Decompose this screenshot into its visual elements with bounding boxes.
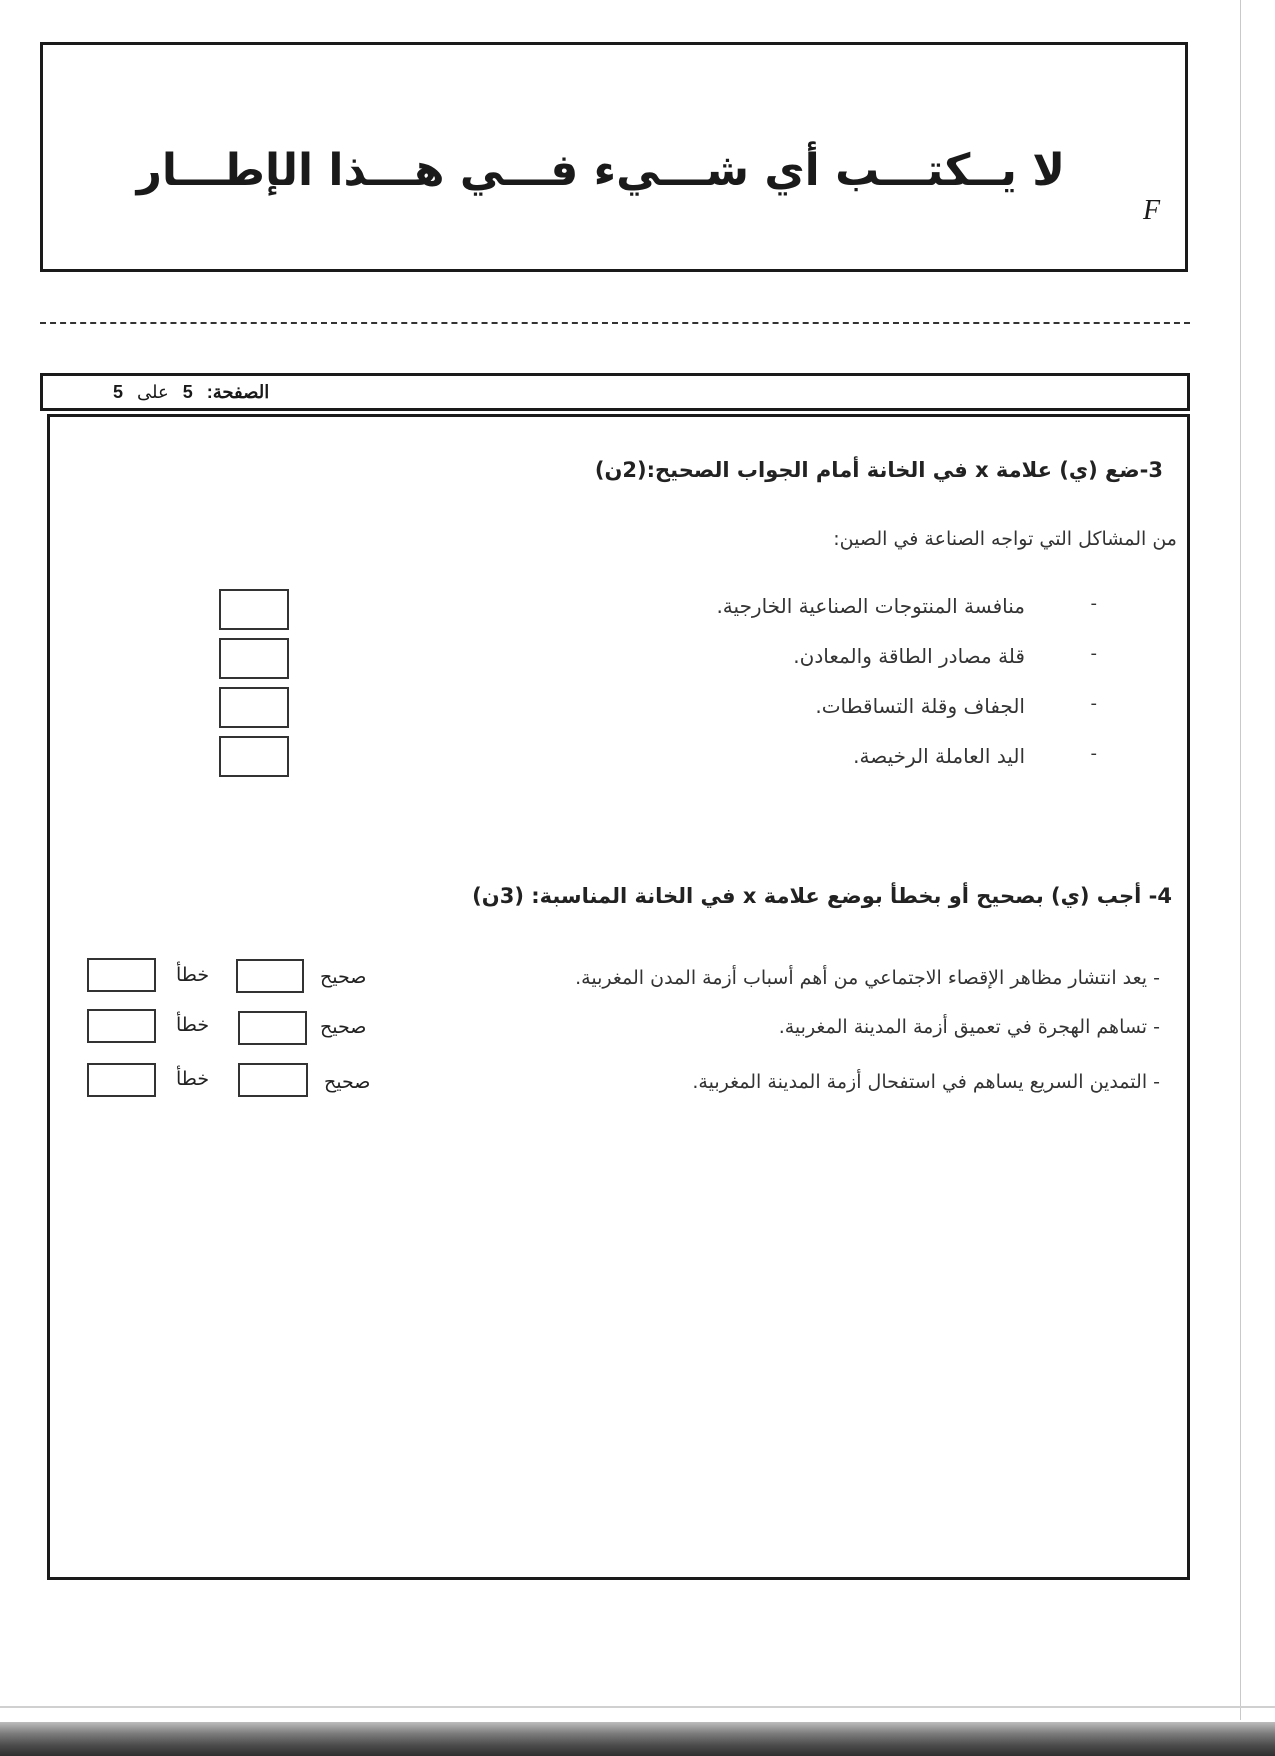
corner-mark: F (1143, 195, 1161, 226)
option-dash: - (1090, 743, 1097, 764)
page-number-strip (40, 373, 1190, 411)
page-edge (1240, 0, 1241, 1720)
page-of-word: على (137, 382, 169, 402)
question3-option-1: منافسة المنتوجات الصناعية الخارجية. (716, 594, 1025, 618)
option-dash: - (1090, 643, 1097, 664)
question3-option-2: قلة مصادر الطاقة والمعادن. (793, 644, 1025, 668)
question4-false-checkbox-1[interactable] (87, 958, 156, 992)
question4-true-checkbox-2[interactable] (238, 1011, 307, 1045)
true-label: صحيح (324, 1071, 371, 1093)
true-label: صحيح (320, 966, 367, 988)
question3-checkbox-2[interactable] (219, 638, 289, 679)
question4-statement-2: - تساهم الهجرة في تعميق أزمة المدينة المغربية. (778, 1016, 1160, 1038)
question3-checkbox-4[interactable] (219, 736, 289, 777)
option-dash: - (1090, 593, 1097, 614)
question4-heading: 4- أجب (ي) بصحيح أو بخطأ بوضع علامة x في الخانة المناسبة: (3ن) (472, 884, 1172, 908)
question3-intro: من المشاكل التي تواجه الصناعة في الصين: (833, 528, 1177, 550)
option-dash: - (1090, 693, 1097, 714)
page-label: الصفحة: (206, 382, 270, 402)
question3-option-3: الجفاف وقلة التساقطات. (815, 694, 1025, 718)
scan-bottom-edge (0, 1722, 1275, 1756)
question4-true-checkbox-3[interactable] (238, 1063, 308, 1097)
question3-option-4: اليد العاملة الرخيصة. (853, 744, 1025, 768)
question4-false-checkbox-2[interactable] (87, 1009, 156, 1043)
question4-statement-3: - التمدين السريع يساهم في استفحال أزمة المدينة المغربية. (692, 1071, 1160, 1093)
question4-false-checkbox-3[interactable] (87, 1063, 156, 1097)
false-label: خطأ (176, 1068, 210, 1090)
page-total: 5 (113, 382, 124, 402)
question3-heading: 3-ضع (ي) علامة x في الخانة أمام الجواب الصحيح:(2ن) (594, 458, 1163, 482)
false-label: خطأ (176, 1014, 210, 1036)
true-label: صحيح (320, 1016, 367, 1038)
scan-edge-line (0, 1706, 1275, 1708)
do-not-write-warning: لا يــكتـــب أي شـــيء فـــي هـــذا الإطـــار (136, 145, 1065, 196)
do-not-write-frame (40, 42, 1188, 272)
question4-statement-1: - يعد انتشار مظاهر الإقصاء الاجتماعي من أهم أسباب أزمة المدن المغربية. (575, 967, 1160, 989)
question3-checkbox-3[interactable] (219, 687, 289, 728)
false-label: خطأ (176, 964, 210, 986)
page-current: 5 (182, 382, 193, 402)
cut-line (40, 322, 1190, 324)
page-number (113, 382, 269, 403)
question3-checkbox-1[interactable] (219, 589, 289, 630)
question4-true-checkbox-1[interactable] (236, 959, 304, 993)
